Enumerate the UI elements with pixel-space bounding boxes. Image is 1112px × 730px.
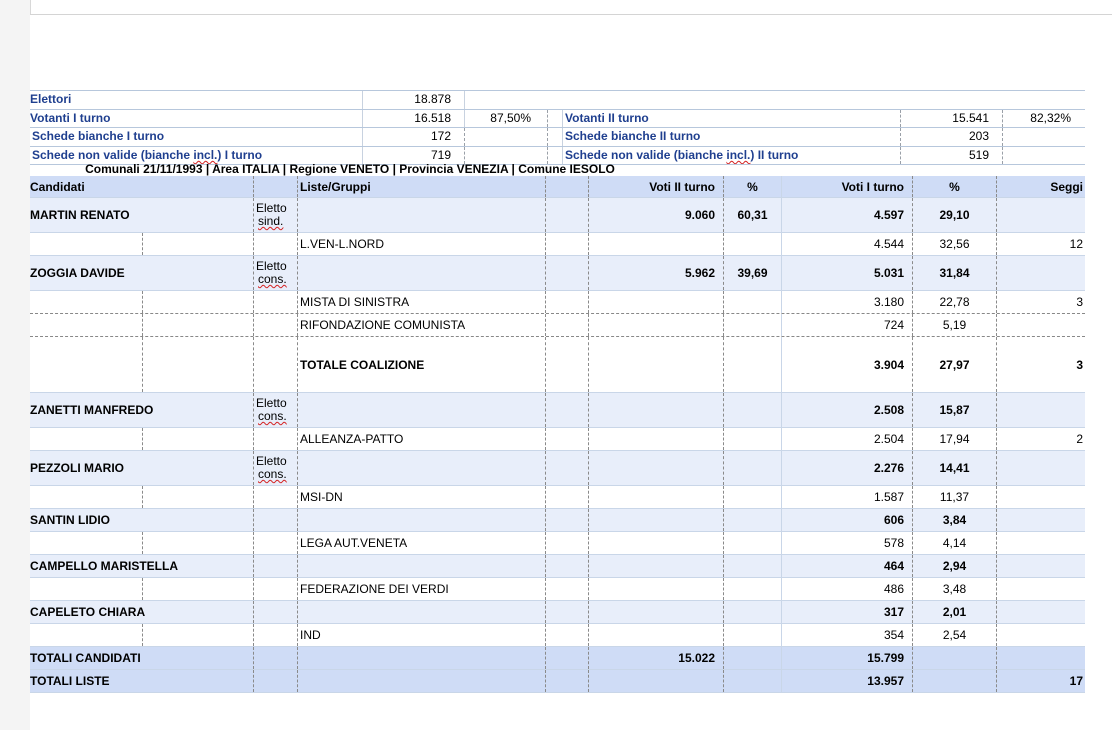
voti-2-turno [588, 578, 723, 600]
pct-1-turno: 11,37 [912, 486, 996, 508]
gap-cell [545, 233, 588, 255]
eletto-cell [253, 578, 297, 600]
list-row [30, 233, 1085, 256]
gap-cell [545, 647, 588, 669]
pct-1-turno: 2,01 [912, 601, 996, 623]
votanti-row [30, 110, 1085, 129]
voti-2-turno [588, 624, 723, 646]
voti-1-turno: 606 [781, 509, 912, 531]
seggi: 12 [996, 233, 1085, 255]
voti-2-turno [588, 670, 723, 692]
cell-divider [142, 314, 143, 336]
label-part: Schede non valide (bianche [32, 147, 194, 162]
gap-cell [545, 532, 588, 554]
pct-2-turno [723, 532, 781, 554]
voti-2-turno [588, 601, 723, 623]
list-name: L.VEN-L.NORD [297, 233, 545, 255]
pct-1-turno: 5,19 [912, 314, 996, 336]
candidate-name [30, 233, 252, 255]
gap-cell [545, 314, 588, 336]
bianche-1-label: Schede bianche I turno [32, 129, 165, 144]
list-name [297, 647, 545, 669]
election-title: Comunali 21/11/1993 | Area ITALIA | Regione VENETO | Provincia VENEZIA | Comune IESOLO [85, 162, 615, 176]
candidate-row [30, 393, 1085, 428]
col-eletto [253, 176, 297, 197]
totali-liste-row [30, 670, 1085, 693]
seggi [996, 314, 1085, 336]
voti-1-turno: 578 [781, 532, 912, 554]
list-name: TOTALE COALIZIONE [297, 337, 545, 392]
list-name: MSI-DN [297, 486, 545, 508]
candidate-row [30, 555, 1085, 578]
gap-cell [545, 578, 588, 600]
divider [1002, 128, 1004, 146]
seggi [996, 256, 1085, 290]
pct-1-turno: 15,87 [912, 393, 996, 427]
eletto-cell [253, 532, 297, 554]
eletto-cell [253, 601, 297, 623]
candidate-row [30, 256, 1085, 291]
voti-1-turno: 2.504 [781, 428, 912, 450]
pct-1-turno: 2,94 [912, 555, 996, 577]
seggi: 2 [996, 428, 1085, 450]
seggi [996, 647, 1085, 669]
label-part: incl. [193, 147, 218, 162]
gap-cell [545, 428, 588, 450]
eletto-label: Eletto [256, 259, 287, 273]
voti-1-turno: 724 [781, 314, 912, 336]
gap-cell [545, 198, 588, 232]
cell-divider [142, 291, 143, 313]
pct-2-turno: 60,31 [723, 198, 781, 232]
candidate-name [30, 532, 252, 554]
cell-divider [142, 532, 143, 554]
candidate-name: SANTIN LIDIO [30, 513, 110, 527]
nonvalide-2-value: 519 [900, 147, 989, 165]
list-name [297, 393, 545, 427]
list-row [30, 486, 1085, 509]
pct-1-turno: 32,56 [912, 233, 996, 255]
gap-cell [545, 486, 588, 508]
list-row [30, 291, 1085, 314]
seggi [996, 509, 1085, 531]
voti-1-turno: 4.544 [781, 233, 912, 255]
list-name [297, 670, 545, 692]
pct-2-turno [723, 233, 781, 255]
eletto-role: cons. [258, 272, 287, 286]
label-part: ) I turno [217, 147, 263, 162]
elettori-row [30, 90, 1085, 110]
eletto-role: cons. [258, 467, 287, 481]
table-header [30, 176, 1085, 198]
seggi [996, 578, 1085, 600]
voti-1-turno: 3.180 [781, 291, 912, 313]
list-name: MISTA DI SINISTRA [297, 291, 545, 313]
seggi [996, 601, 1085, 623]
pct-1-turno [912, 670, 996, 692]
pct-1-turno: 27,97 [912, 337, 996, 392]
pct-1-turno: 17,94 [912, 428, 996, 450]
table-body [30, 198, 1085, 693]
totali-candidati-row [30, 647, 1085, 670]
eletto-cell [253, 509, 297, 531]
voti-2-turno [588, 486, 723, 508]
eletto-cell [253, 670, 297, 692]
pct-1-turno [912, 647, 996, 669]
seggi [996, 198, 1085, 232]
voti-2-turno [588, 532, 723, 554]
col-voti1: Voti I turno [781, 176, 912, 197]
eletto-label: Eletto [256, 201, 287, 215]
eletto-role: sind. [258, 214, 284, 228]
candidate-name [30, 578, 252, 600]
candidate-name: PEZZOLI MARIO [30, 461, 124, 475]
col-candidati: Candidati [30, 179, 85, 194]
col-gap [545, 176, 588, 197]
voti-1-turno: 5.031 [781, 256, 912, 290]
label-part: incl. [726, 147, 751, 162]
voti-2-turno [588, 291, 723, 313]
candidate-name [30, 314, 252, 336]
divider [464, 128, 466, 146]
divider [547, 128, 549, 146]
list-name: FEDERAZIONE DEI VERDI [297, 578, 545, 600]
totals-label: TOTALI CANDIDATI [30, 651, 141, 665]
list-name [297, 555, 545, 577]
voti-2-turno: 5.962 [588, 256, 723, 290]
bianche-row [30, 128, 1085, 147]
eletto-cell [253, 624, 297, 646]
turnout-summary [30, 90, 1085, 165]
gap-cell [545, 670, 588, 692]
eletto-cell [253, 647, 297, 669]
label-part: ) II turno [750, 147, 799, 162]
votanti-2-label: Votanti II turno [562, 110, 895, 128]
pct-2-turno [723, 578, 781, 600]
divider [464, 91, 466, 109]
list-row [30, 624, 1085, 647]
pct-2-turno [723, 486, 781, 508]
pct-1-turno: 22,78 [912, 291, 996, 313]
results-table [30, 176, 1085, 693]
eletto-cell [253, 198, 297, 232]
pct-2-turno [723, 393, 781, 427]
divider [547, 110, 562, 128]
list-name [297, 509, 545, 531]
cell-divider [142, 428, 143, 450]
bianche-1-value: 172 [362, 128, 451, 146]
candidate-name [30, 486, 252, 508]
candidate-name [30, 291, 252, 313]
nonvalide-1-value: 719 [362, 147, 451, 165]
list-row [30, 337, 1085, 393]
list-name: LEGA AUT.VENETA [297, 532, 545, 554]
voti-1-turno: 354 [781, 624, 912, 646]
list-name: IND [297, 624, 545, 646]
eletto-cell [253, 233, 297, 255]
divider [1002, 147, 1004, 165]
voti-2-turno [588, 337, 723, 392]
seggi [996, 393, 1085, 427]
eletto-cell [253, 428, 297, 450]
col-voti2: Voti II turno [588, 176, 723, 197]
voti-2-turno [588, 451, 723, 485]
pct-2-turno [723, 601, 781, 623]
eletto-cell [253, 393, 297, 427]
candidate-name [30, 624, 252, 646]
list-name [297, 198, 545, 232]
gap-cell [545, 393, 588, 427]
eletto-cell [253, 256, 297, 290]
voti-1-turno: 464 [781, 555, 912, 577]
eletto-cell [253, 486, 297, 508]
voti-1-turno: 13.957 [781, 670, 912, 692]
seggi: 17 [996, 670, 1085, 692]
candidate-name: CAPELETO CHIARA [30, 605, 146, 619]
cell-divider [142, 337, 143, 392]
list-name [297, 451, 545, 485]
voti-2-turno: 15.022 [588, 647, 723, 669]
voti-1-turno: 3.904 [781, 337, 912, 392]
voti-1-turno: 486 [781, 578, 912, 600]
candidate-row [30, 451, 1085, 486]
list-name: RIFONDAZIONE COMUNISTA [297, 314, 545, 336]
pct-1-turno: 3,84 [912, 509, 996, 531]
pct-2-turno [723, 291, 781, 313]
voti-1-turno: 317 [781, 601, 912, 623]
col-seggi: Seggi [996, 176, 1085, 197]
eletto-role: cons. [258, 409, 287, 423]
pct-2-turno [723, 314, 781, 336]
gap-cell [545, 337, 588, 392]
candidate-row [30, 601, 1085, 624]
left-margin-bar [0, 0, 31, 730]
seggi [996, 555, 1085, 577]
candidate-name: CAMPELLO MARISTELLA [30, 559, 178, 573]
pct-1-turno: 31,84 [912, 256, 996, 290]
pct-2-turno [723, 451, 781, 485]
gap-cell [545, 624, 588, 646]
votanti-2-value: 15.541 [900, 110, 989, 128]
seggi: 3 [996, 337, 1085, 392]
candidate-row [30, 198, 1085, 233]
voti-2-turno: 9.060 [588, 198, 723, 232]
gap-cell [545, 509, 588, 531]
gap-cell [545, 256, 588, 290]
seggi [996, 532, 1085, 554]
pct-2-turno [723, 647, 781, 669]
seggi [996, 624, 1085, 646]
cell-divider [142, 486, 143, 508]
list-name [297, 601, 545, 623]
gap-cell [545, 601, 588, 623]
gap-cell [545, 451, 588, 485]
votanti-1-pct: 87,50% [464, 110, 531, 128]
votanti-1-value: 16.518 [362, 110, 451, 128]
pct-1-turno: 4,14 [912, 532, 996, 554]
list-row [30, 532, 1085, 555]
pct-2-turno [723, 670, 781, 692]
gap-cell [545, 555, 588, 577]
pct-1-turno: 14,41 [912, 451, 996, 485]
pct-1-turno: 3,48 [912, 578, 996, 600]
voti-1-turno: 15.799 [781, 647, 912, 669]
votanti-2-pct: 82,32% [1002, 110, 1071, 128]
cell-divider [142, 578, 143, 600]
pct-2-turno [723, 509, 781, 531]
pct-2-turno [723, 337, 781, 392]
voti-1-turno: 2.508 [781, 393, 912, 427]
pct-2-turno [723, 555, 781, 577]
col-liste: Liste/Gruppi [297, 176, 545, 197]
eletto-label: Eletto [256, 396, 287, 410]
seggi: 3 [996, 291, 1085, 313]
candidate-name [30, 337, 252, 392]
list-row [30, 428, 1085, 451]
votanti-1-label: Votanti I turno [30, 110, 111, 125]
voti-2-turno [588, 509, 723, 531]
voti-1-turno: 2.276 [781, 451, 912, 485]
totals-label: TOTALI LISTE [30, 674, 110, 688]
voti-2-turno [588, 314, 723, 336]
voti-2-turno [588, 428, 723, 450]
list-row [30, 578, 1085, 601]
cell-divider [142, 233, 143, 255]
eletto-cell [253, 555, 297, 577]
list-name: ALLEANZA-PATTO [297, 428, 545, 450]
voti-2-turno [588, 393, 723, 427]
voti-2-turno [588, 555, 723, 577]
list-name [297, 256, 545, 290]
pct-1-turno: 29,10 [912, 198, 996, 232]
cell-divider [142, 624, 143, 646]
col-pct1: % [912, 176, 996, 197]
elettori-value: 18.878 [362, 91, 451, 109]
candidate-name: ZANETTI MANFREDO [30, 403, 154, 417]
col-pct2: % [723, 176, 781, 197]
elettori-label: Elettori [30, 92, 72, 106]
candidate-name: MARTIN RENATO [30, 208, 130, 222]
list-row [30, 314, 1085, 337]
voti-2-turno [588, 233, 723, 255]
bianche-2-label: Schede bianche II turno [562, 128, 895, 146]
eletto-cell [253, 314, 297, 336]
voti-1-turno: 4.597 [781, 198, 912, 232]
eletto-cell [253, 451, 297, 485]
bianche-2-value: 203 [900, 128, 989, 146]
eletto-label: Eletto [256, 454, 287, 468]
candidate-name [30, 428, 252, 450]
pct-2-turno [723, 624, 781, 646]
candidate-name: ZOGGIA DAVIDE [30, 266, 125, 280]
voti-1-turno: 1.587 [781, 486, 912, 508]
label-part: Schede non valide (bianche [565, 147, 727, 162]
pct-1-turno: 2,54 [912, 624, 996, 646]
pct-2-turno [723, 428, 781, 450]
candidate-row [30, 509, 1085, 532]
gap-cell [545, 291, 588, 313]
seggi [996, 451, 1085, 485]
pct-2-turno: 39,69 [723, 256, 781, 290]
eletto-cell [253, 291, 297, 313]
seggi [996, 486, 1085, 508]
eletto-cell [253, 337, 297, 392]
